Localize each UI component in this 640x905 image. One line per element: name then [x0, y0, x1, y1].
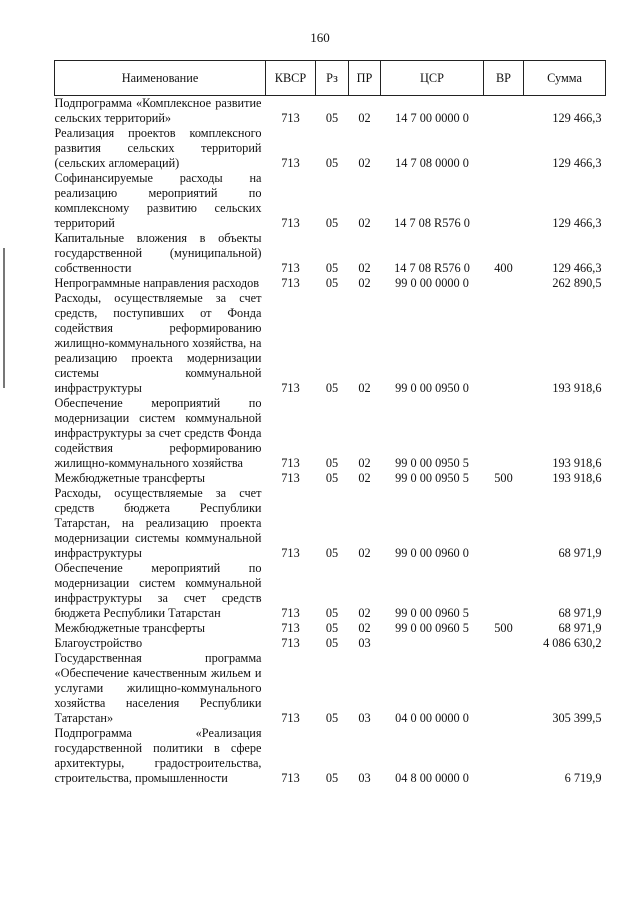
row-name: Реализация проектов комплексного развития сельских территорий (сельских агломераций)	[54, 126, 262, 170]
row-name: Подпрограмма «Реализация государственной политики в сфере архитектуры, градостроительства, строительства, промышленности	[54, 726, 262, 785]
row-sum: 193 918,6	[552, 456, 602, 470]
table-row	[55, 396, 606, 471]
row-vr: 400	[494, 261, 513, 275]
table-row	[55, 651, 606, 726]
table-row	[55, 486, 606, 561]
row-csr: 99 0 00 0950 0	[395, 381, 469, 395]
row-rz: 05	[325, 546, 339, 560]
row-csr: 99 0 00 0960 0	[395, 546, 469, 560]
row-csr: 04 0 00 0000 0	[395, 711, 469, 725]
row-csr: 04 8 00 0000 0	[395, 771, 469, 785]
row-name: Расходы, осуществляемые за счет средств бюджета Республики Татарстан, на реализацию проекта модернизации системы коммунальной инфраструктуры	[54, 486, 262, 560]
row-pr: 03	[358, 771, 371, 785]
table-row	[55, 561, 606, 621]
row-kvsr: 713	[281, 606, 300, 620]
row-rz: 05	[325, 771, 339, 785]
row-csr: 14 7 08 R576 0	[394, 261, 470, 275]
row-vr	[484, 486, 524, 561]
row-kvsr: 713	[281, 216, 300, 230]
scan-margin-mark	[3, 248, 5, 388]
row-sum: 193 918,6	[552, 381, 602, 395]
table-row	[55, 636, 606, 651]
row-sum: 129 466,3	[552, 156, 602, 170]
row-rz: 05	[325, 381, 339, 395]
row-sum: 6 719,9	[564, 771, 602, 785]
row-vr	[484, 276, 524, 291]
row-rz: 05	[325, 606, 339, 620]
table-row	[55, 276, 606, 291]
row-rz: 05	[325, 261, 339, 275]
row-name: Благоустройство	[54, 636, 143, 650]
page-number: 160	[310, 30, 330, 45]
table-row	[55, 231, 606, 276]
column-header-name: Наименование	[55, 61, 266, 96]
row-vr	[484, 96, 524, 127]
column-header-vr: ВР	[484, 61, 524, 96]
row-rz: 05	[325, 711, 339, 725]
table-row	[55, 96, 606, 127]
row-kvsr: 713	[281, 546, 300, 560]
row-pr: 02	[358, 546, 371, 560]
row-kvsr: 713	[281, 471, 300, 485]
row-name: Непрограммные направления расходов	[54, 276, 260, 290]
row-csr: 99 0 00 0950 5	[395, 456, 469, 470]
column-header-sum: Сумма	[524, 61, 606, 96]
table-row	[55, 471, 606, 486]
row-pr: 02	[358, 111, 371, 125]
table-row	[55, 171, 606, 231]
row-rz: 05	[325, 156, 339, 170]
table-row	[55, 726, 606, 786]
row-pr: 02	[358, 156, 371, 170]
row-kvsr: 713	[281, 711, 300, 725]
column-header-pr: ПР	[349, 61, 381, 96]
row-pr: 02	[358, 606, 371, 620]
row-kvsr: 713	[281, 381, 300, 395]
row-sum: 68 971,9	[558, 546, 602, 560]
row-name: Межбюджетные трансферты	[54, 621, 206, 635]
row-name: Расходы, осуществляемые за счет средств, поступивших от Фонда содействия реформированию жилищно-коммунального хозяйства, на реализацию проекта модернизации системы коммунальной инфраструктуры	[54, 291, 262, 395]
row-vr	[484, 126, 524, 171]
row-kvsr: 713	[281, 156, 300, 170]
row-pr: 02	[358, 261, 371, 275]
row-vr	[484, 291, 524, 396]
row-pr: 02	[358, 276, 371, 290]
row-rz: 05	[325, 636, 339, 650]
row-sum: 68 971,9	[558, 606, 602, 620]
row-vr	[484, 396, 524, 471]
table-row	[55, 126, 606, 171]
row-kvsr: 713	[281, 456, 300, 470]
row-csr: 99 0 00 0000 0	[395, 276, 469, 290]
row-kvsr: 713	[281, 636, 300, 650]
row-kvsr: 713	[281, 111, 300, 125]
row-csr: 14 7 00 0000 0	[395, 111, 469, 125]
row-rz: 05	[325, 456, 339, 470]
row-rz: 05	[325, 111, 339, 125]
row-sum: 129 466,3	[552, 111, 602, 125]
row-pr: 02	[358, 456, 371, 470]
row-kvsr: 713	[281, 261, 300, 275]
row-pr: 03	[358, 636, 371, 650]
table-header-row	[55, 61, 606, 96]
row-rz: 05	[325, 276, 339, 290]
row-sum: 4 086 630,2	[543, 636, 602, 650]
row-rz: 05	[325, 216, 339, 230]
row-sum: 262 890,5	[552, 276, 602, 290]
row-csr: 99 0 00 0950 5	[395, 471, 469, 485]
row-sum: 193 918,6	[552, 471, 602, 485]
row-vr: 500	[494, 471, 513, 485]
row-name: Обеспечение мероприятий по модернизации систем коммунальной инфраструктуры за счет средств Фонда содействия реформированию жилищно-коммунального хозяйства	[54, 396, 262, 470]
row-csr	[381, 636, 484, 651]
row-sum: 129 466,3	[552, 261, 602, 275]
row-vr	[484, 171, 524, 231]
row-vr	[484, 636, 524, 651]
row-name: Межбюджетные трансферты	[54, 471, 206, 485]
row-kvsr: 713	[281, 621, 300, 635]
budget-table	[54, 60, 606, 786]
row-kvsr: 713	[281, 771, 300, 785]
row-name: Обеспечение мероприятий по модернизации систем коммунальной инфраструктуры за счет средств бюджета Республики Татарстан	[54, 561, 262, 620]
row-csr: 14 7 08 0000 0	[395, 156, 469, 170]
row-pr: 02	[358, 621, 371, 635]
row-vr	[484, 651, 524, 726]
row-name: Государственная программа «Обеспечение качественным жильем и услугами жилищно-коммунального хозяйства населения Республики Татарстан»	[54, 651, 262, 725]
row-vr	[484, 726, 524, 786]
row-sum: 129 466,3	[552, 216, 602, 230]
row-pr: 03	[358, 711, 371, 725]
row-csr: 99 0 00 0960 5	[395, 621, 469, 635]
row-pr: 02	[358, 381, 371, 395]
row-rz: 05	[325, 621, 339, 635]
row-pr: 02	[358, 216, 371, 230]
row-name: Капитальные вложения в объекты государственной (муниципальной) собственности	[54, 231, 262, 275]
column-header-kvsr: КВСР	[266, 61, 316, 96]
row-rz: 05	[325, 471, 339, 485]
table-body	[55, 96, 606, 787]
row-kvsr: 713	[281, 276, 300, 290]
table-row	[55, 621, 606, 636]
row-pr: 02	[358, 471, 371, 485]
table-row	[55, 291, 606, 396]
row-name: Софинансируемые расходы на реализацию мероприятий по комплексному развитию сельских территорий	[54, 171, 262, 230]
row-sum: 68 971,9	[558, 621, 602, 635]
column-header-csr: ЦСР	[381, 61, 484, 96]
column-header-rz: Рз	[316, 61, 349, 96]
row-csr: 99 0 00 0960 5	[395, 606, 469, 620]
row-sum: 305 399,5	[552, 711, 602, 725]
row-csr: 14 7 08 R576 0	[394, 216, 470, 230]
row-vr: 500	[494, 621, 513, 635]
row-vr	[484, 561, 524, 621]
row-name: Подпрограмма «Комплексное развитие сельских территорий»	[54, 96, 262, 125]
